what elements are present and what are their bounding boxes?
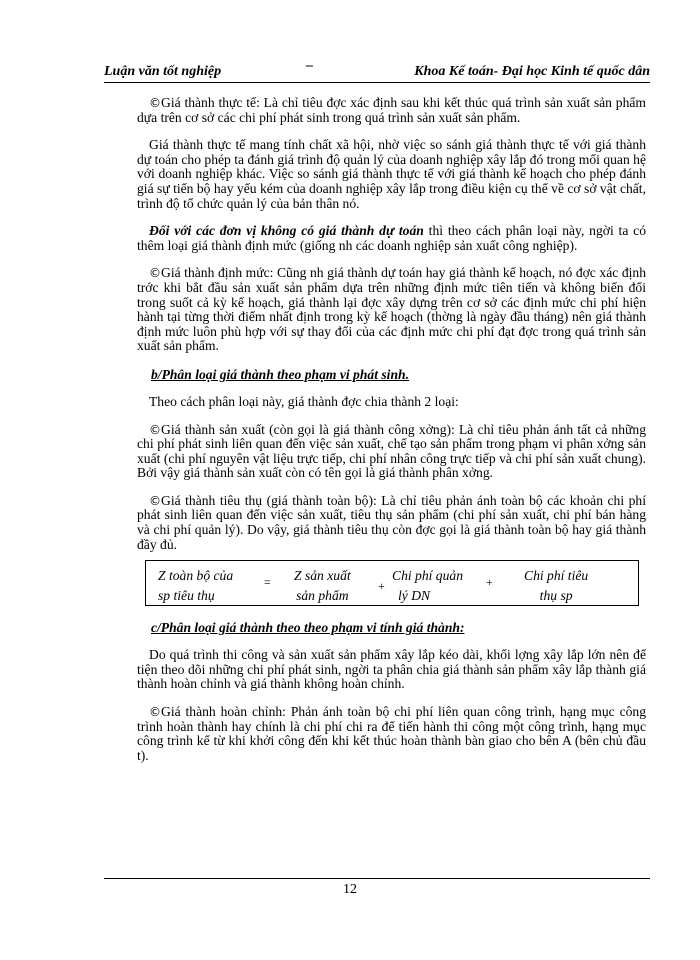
section-heading-b: b/Phân loại giá thành theo phạm vi phát sinh. [151, 366, 409, 382]
emphasis-text: Đối với các đơn vị không có giá thành dự toán [149, 223, 424, 239]
paragraph-no-estimate-units [137, 224, 646, 253]
formula-equals: = [264, 575, 271, 590]
paragraph-classification-intro: Theo cách phân loại này, giá thành đợc chia thành 2 loại: [149, 393, 459, 409]
formula-term-line: sản phẩm [296, 588, 349, 604]
formula-term-line: Chi phí tiêu [524, 568, 589, 584]
formula-term-line: thụ sp [539, 588, 573, 604]
formula-term-selling-cost [524, 566, 588, 606]
paragraph-text: Giá thành sản xuất (còn gọi là giá thành công xởng): Là chỉ tiêu phản ánh tất cả những chi phí phát sinh liên quan đến việc sản xuất, chế tạo sản phẩm trong phạm vi phân xởng sản xuất (chi phí nguyên vật liệu trực tiếp, chi phí nhân công trực tiếp và chi phí sản xuất chung). Bởi vậy giá thành sản xuất còn có tên gọi là giá thành phân xởng. [137, 421, 646, 481]
paragraph-text: Giá thành định mức: Cũng nh giá thành dự toán hay giá thành kế hoạch, nó đợc xác định trớc khi bắt đầu sản xuất sản phẩm dựa trên những định mức tiên tiến và không biến đổi trong suốt cả kỳ kế hoạch, giá thành lại đợc xây dựng trên cơ sở các định mức chi phí hiện hành tại từng thời điểm nhất định trong kỳ kế hoạch (thờng là ngày đầu tháng) nên giá thành định mức luôn phù hợp với sự thay đổi của các định mức chi phí đạt đợc trong quá trình sản xuất sản phẩm. [137, 265, 646, 354]
header-right-text: Khoa Kế toán- Đại học Kinh tế quốc dân [414, 64, 650, 79]
formula-term-management-cost [392, 566, 463, 606]
copyright-bullet-icon: © [149, 493, 161, 508]
paragraph-text: Giá thành tiêu thụ (giá thành toàn bộ): Là chỉ tiêu phản ánh toàn bộ các khoản chi phí phát sinh liên quan đến việc sản xuất, tiêu thụ sản phẩm (chi phí sản xuất, chi phí bán hàng và chi phí quản lý). Do vậy, giá thành tiêu thụ còn đợc gọi là giá thành toàn bộ hay giá thành đầy đủ. [137, 492, 646, 552]
paragraph-production-cost [137, 423, 646, 481]
page-number: 12 [343, 882, 357, 897]
paragraph-text: Giá thành hoàn chỉnh: Phản ánh toàn bộ chi phí liên quan công trình, hạng mục công trình hoàn thành hay chính là chi phí chi ra để tiến hành thi công một công trình, hạng mục công trình kể từ khi khởi công đến khi kết thúc hoàn thành bàn giao cho bên A (bên chủ đầu t). [137, 704, 646, 763]
header-dash: – [306, 58, 313, 73]
section-heading-c: c/Phân loại giá thành theo theo phạm vi tính giá thành: [151, 620, 465, 636]
formula-plus: + [486, 575, 493, 590]
paragraph-complete-cost [137, 705, 646, 763]
header-left-text: Luận văn tốt nghiệp [104, 64, 222, 79]
footer-rule [104, 878, 650, 879]
paragraph-construction-process: Do quá trình thi công và sản xuất sản phẩm xây lắp kéo dài, khối lợng xây lắp lớn nên để tiện theo dõi những chi phí phát sinh, ngời ta phân chia giá thành sản phẩm xây lắp thành giá thành hoàn chỉnh và giá thành không hoàn chỉnh. [137, 647, 646, 692]
formula-term-line: Z sản xuất [294, 568, 351, 584]
copyright-bullet-icon: © [149, 705, 161, 720]
formula-term-line: Z toàn bộ của [158, 568, 234, 584]
formula-term-total-cost [158, 566, 233, 606]
formula-plus: + [378, 579, 385, 594]
formula-term-line: Chi phí quản [392, 568, 463, 584]
page-body [137, 96, 646, 776]
formula-term-line: lý DN [398, 588, 431, 604]
paragraph-actual-cost-comparison: Giá thành thực tế mang tính chất xã hội, nhờ việc so sánh giá thành thực tế với giá thành dự toán cho phép ta đánh giá trình độ quản lý của doanh nghiệp xây lắp đó trong mối quan hệ với doanh nghiệp khác. Việc so sánh giá thành thực tế với giá thành kế hoạch cho phép đánh giá sự tiến bộ hay yếu kém của doanh nghiệp xây lắp trong điều kiện cụ thể về cơ sở vật chất, trình độ tổ chức quản lý của bản thân nó. [137, 137, 646, 211]
page-header [104, 58, 650, 84]
formula-term-production-cost [294, 566, 351, 606]
header-rule [104, 82, 650, 83]
paragraph-standard-cost [137, 266, 646, 354]
paragraph-text: thì theo cách phân loại này, ngời ta có thêm loại giá thành định mức (giống nh các doanh nghiệp sản xuất công nghiệp). [137, 223, 646, 253]
cost-formula-box [145, 560, 639, 606]
paragraph-consumption-cost [137, 494, 646, 552]
copyright-bullet-icon: © [149, 422, 161, 437]
formula-term-line: sp tiêu thụ [158, 588, 215, 604]
copyright-bullet-icon: © [149, 266, 161, 281]
paragraph-actual-cost [137, 96, 646, 125]
copyright-bullet-icon: © [149, 96, 161, 110]
paragraph-text: Giá thành thực tế: Là chỉ tiêu đợc xác định sau khi kết thúc quá trình sản xuất sản phẩm dựa trên cơ sở các chi phí phát sinh trong quá trình sản xuất sản phẩm. [137, 95, 646, 125]
